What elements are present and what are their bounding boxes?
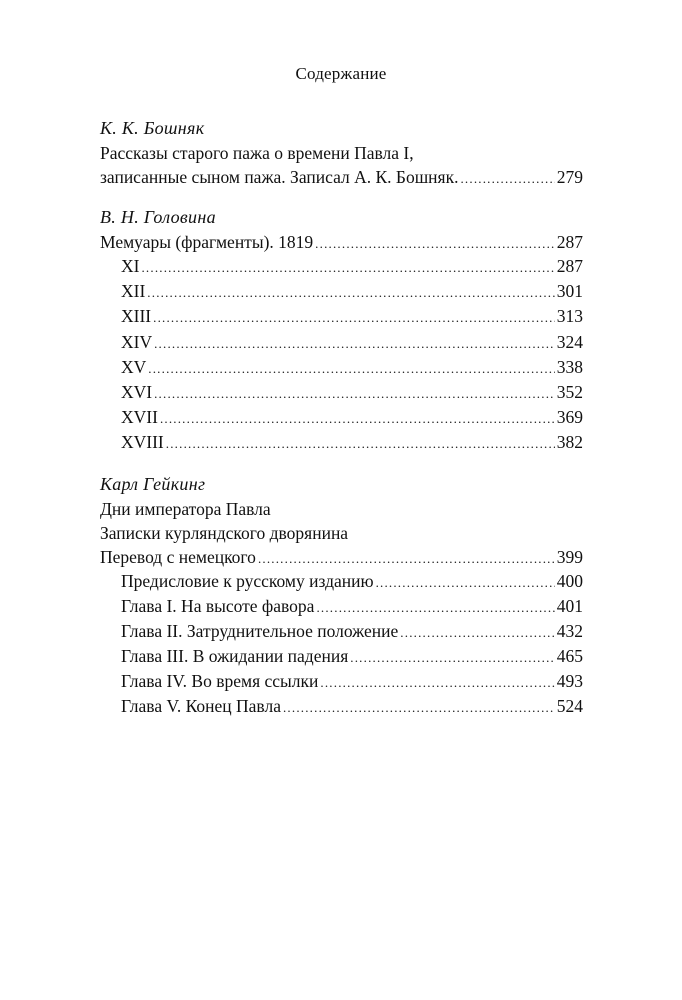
toc-subentry[interactable] xyxy=(100,405,583,430)
page-title: Содержание xyxy=(295,64,387,83)
subentry-title: Глава V. Конец Павла xyxy=(121,696,281,717)
toc-section xyxy=(100,206,583,456)
subentry-title: XII xyxy=(121,281,146,302)
dot-leader xyxy=(315,232,555,256)
subentry-title: XVIII xyxy=(121,432,164,453)
dot-leader xyxy=(154,331,555,356)
dot-leader xyxy=(400,620,554,645)
page-number: 301 xyxy=(556,281,583,302)
page-number: 400 xyxy=(556,570,583,591)
author-name: К. К. Бошняк xyxy=(100,118,205,138)
author-name: В. Н. Головина xyxy=(100,207,216,227)
work-title-line: Дни императора Павла xyxy=(100,498,271,519)
page-number: 382 xyxy=(556,432,583,453)
toc-subentry[interactable] xyxy=(100,594,583,619)
page-number: 465 xyxy=(556,646,583,667)
dot-leader xyxy=(160,406,555,431)
dot-leader xyxy=(148,356,554,381)
subentry-title: XVII xyxy=(121,407,158,428)
dot-leader xyxy=(350,645,554,670)
page-number: 432 xyxy=(556,620,583,641)
subentry-title: Предисловие к русскому изданию xyxy=(121,570,374,591)
entry-title: Мемуары (фрагменты). 1819 xyxy=(100,232,314,252)
subentry-title: XV xyxy=(121,356,147,377)
dot-leader xyxy=(147,280,554,305)
page-number: 524 xyxy=(556,696,583,717)
dot-leader xyxy=(154,381,555,406)
toc-section xyxy=(100,473,583,720)
dot-leader xyxy=(258,547,555,571)
subentry-title: Глава III. В ожидании падения xyxy=(121,646,349,667)
dot-leader xyxy=(460,167,554,191)
toc-entry[interactable] xyxy=(100,230,583,254)
table-of-contents xyxy=(100,117,583,737)
toc-subentry[interactable] xyxy=(100,694,583,719)
page-number: 287 xyxy=(556,256,583,276)
entry-title: записанные сыном пажа. Записал А. К. Бошняк. xyxy=(100,167,459,187)
page-number: 313 xyxy=(556,306,583,327)
page-number: 338 xyxy=(556,356,583,377)
page-number: 279 xyxy=(556,167,583,187)
subentry-title: Глава II. Затруднительное положение xyxy=(121,620,399,641)
page-number: 401 xyxy=(556,595,583,616)
toc-subentry[interactable] xyxy=(100,669,583,694)
page-number: 369 xyxy=(556,407,583,428)
work-title-line: Записки курляндского дворянина xyxy=(100,522,349,543)
toc-subentry[interactable] xyxy=(100,380,583,405)
toc-entry[interactable] xyxy=(100,165,583,189)
subentry-title: XI xyxy=(121,256,140,276)
subentry-title: Глава IV. Во время ссылки xyxy=(121,671,319,692)
toc-subentry[interactable] xyxy=(100,279,583,304)
toc-subentry[interactable] xyxy=(100,304,583,329)
dot-leader xyxy=(283,695,555,720)
entry-title: Перевод с немецкого xyxy=(100,546,256,567)
author-name: Карл Гейкинг xyxy=(100,473,206,494)
dot-leader xyxy=(141,255,554,280)
dot-leader xyxy=(153,305,555,330)
page-number: 399 xyxy=(556,546,583,567)
subentry-title: XIV xyxy=(121,331,153,352)
toc-entry[interactable] xyxy=(100,545,583,569)
page-number: 287 xyxy=(556,232,583,252)
toc-subentry[interactable] xyxy=(100,619,583,644)
page-number: 324 xyxy=(556,331,583,352)
toc-subentry[interactable] xyxy=(100,569,583,594)
page-number: 493 xyxy=(556,671,583,692)
toc-subentry[interactable] xyxy=(100,254,583,279)
toc-subentry[interactable] xyxy=(100,644,583,669)
subentry-title: XIII xyxy=(121,306,152,327)
toc-subentry[interactable] xyxy=(100,355,583,380)
page-number: 352 xyxy=(556,381,583,402)
dot-leader xyxy=(320,670,554,695)
work-title-line: Рассказы старого пажа о времени Павла I, xyxy=(100,143,414,163)
dot-leader xyxy=(166,431,555,456)
dot-leader xyxy=(316,595,554,620)
subentry-title: Глава I. На высоте фавора xyxy=(121,595,315,616)
toc-section xyxy=(100,117,583,189)
dot-leader xyxy=(376,570,555,595)
toc-subentry[interactable] xyxy=(100,430,583,455)
subentry-title: XVI xyxy=(121,381,153,402)
toc-subentry[interactable] xyxy=(100,330,583,355)
